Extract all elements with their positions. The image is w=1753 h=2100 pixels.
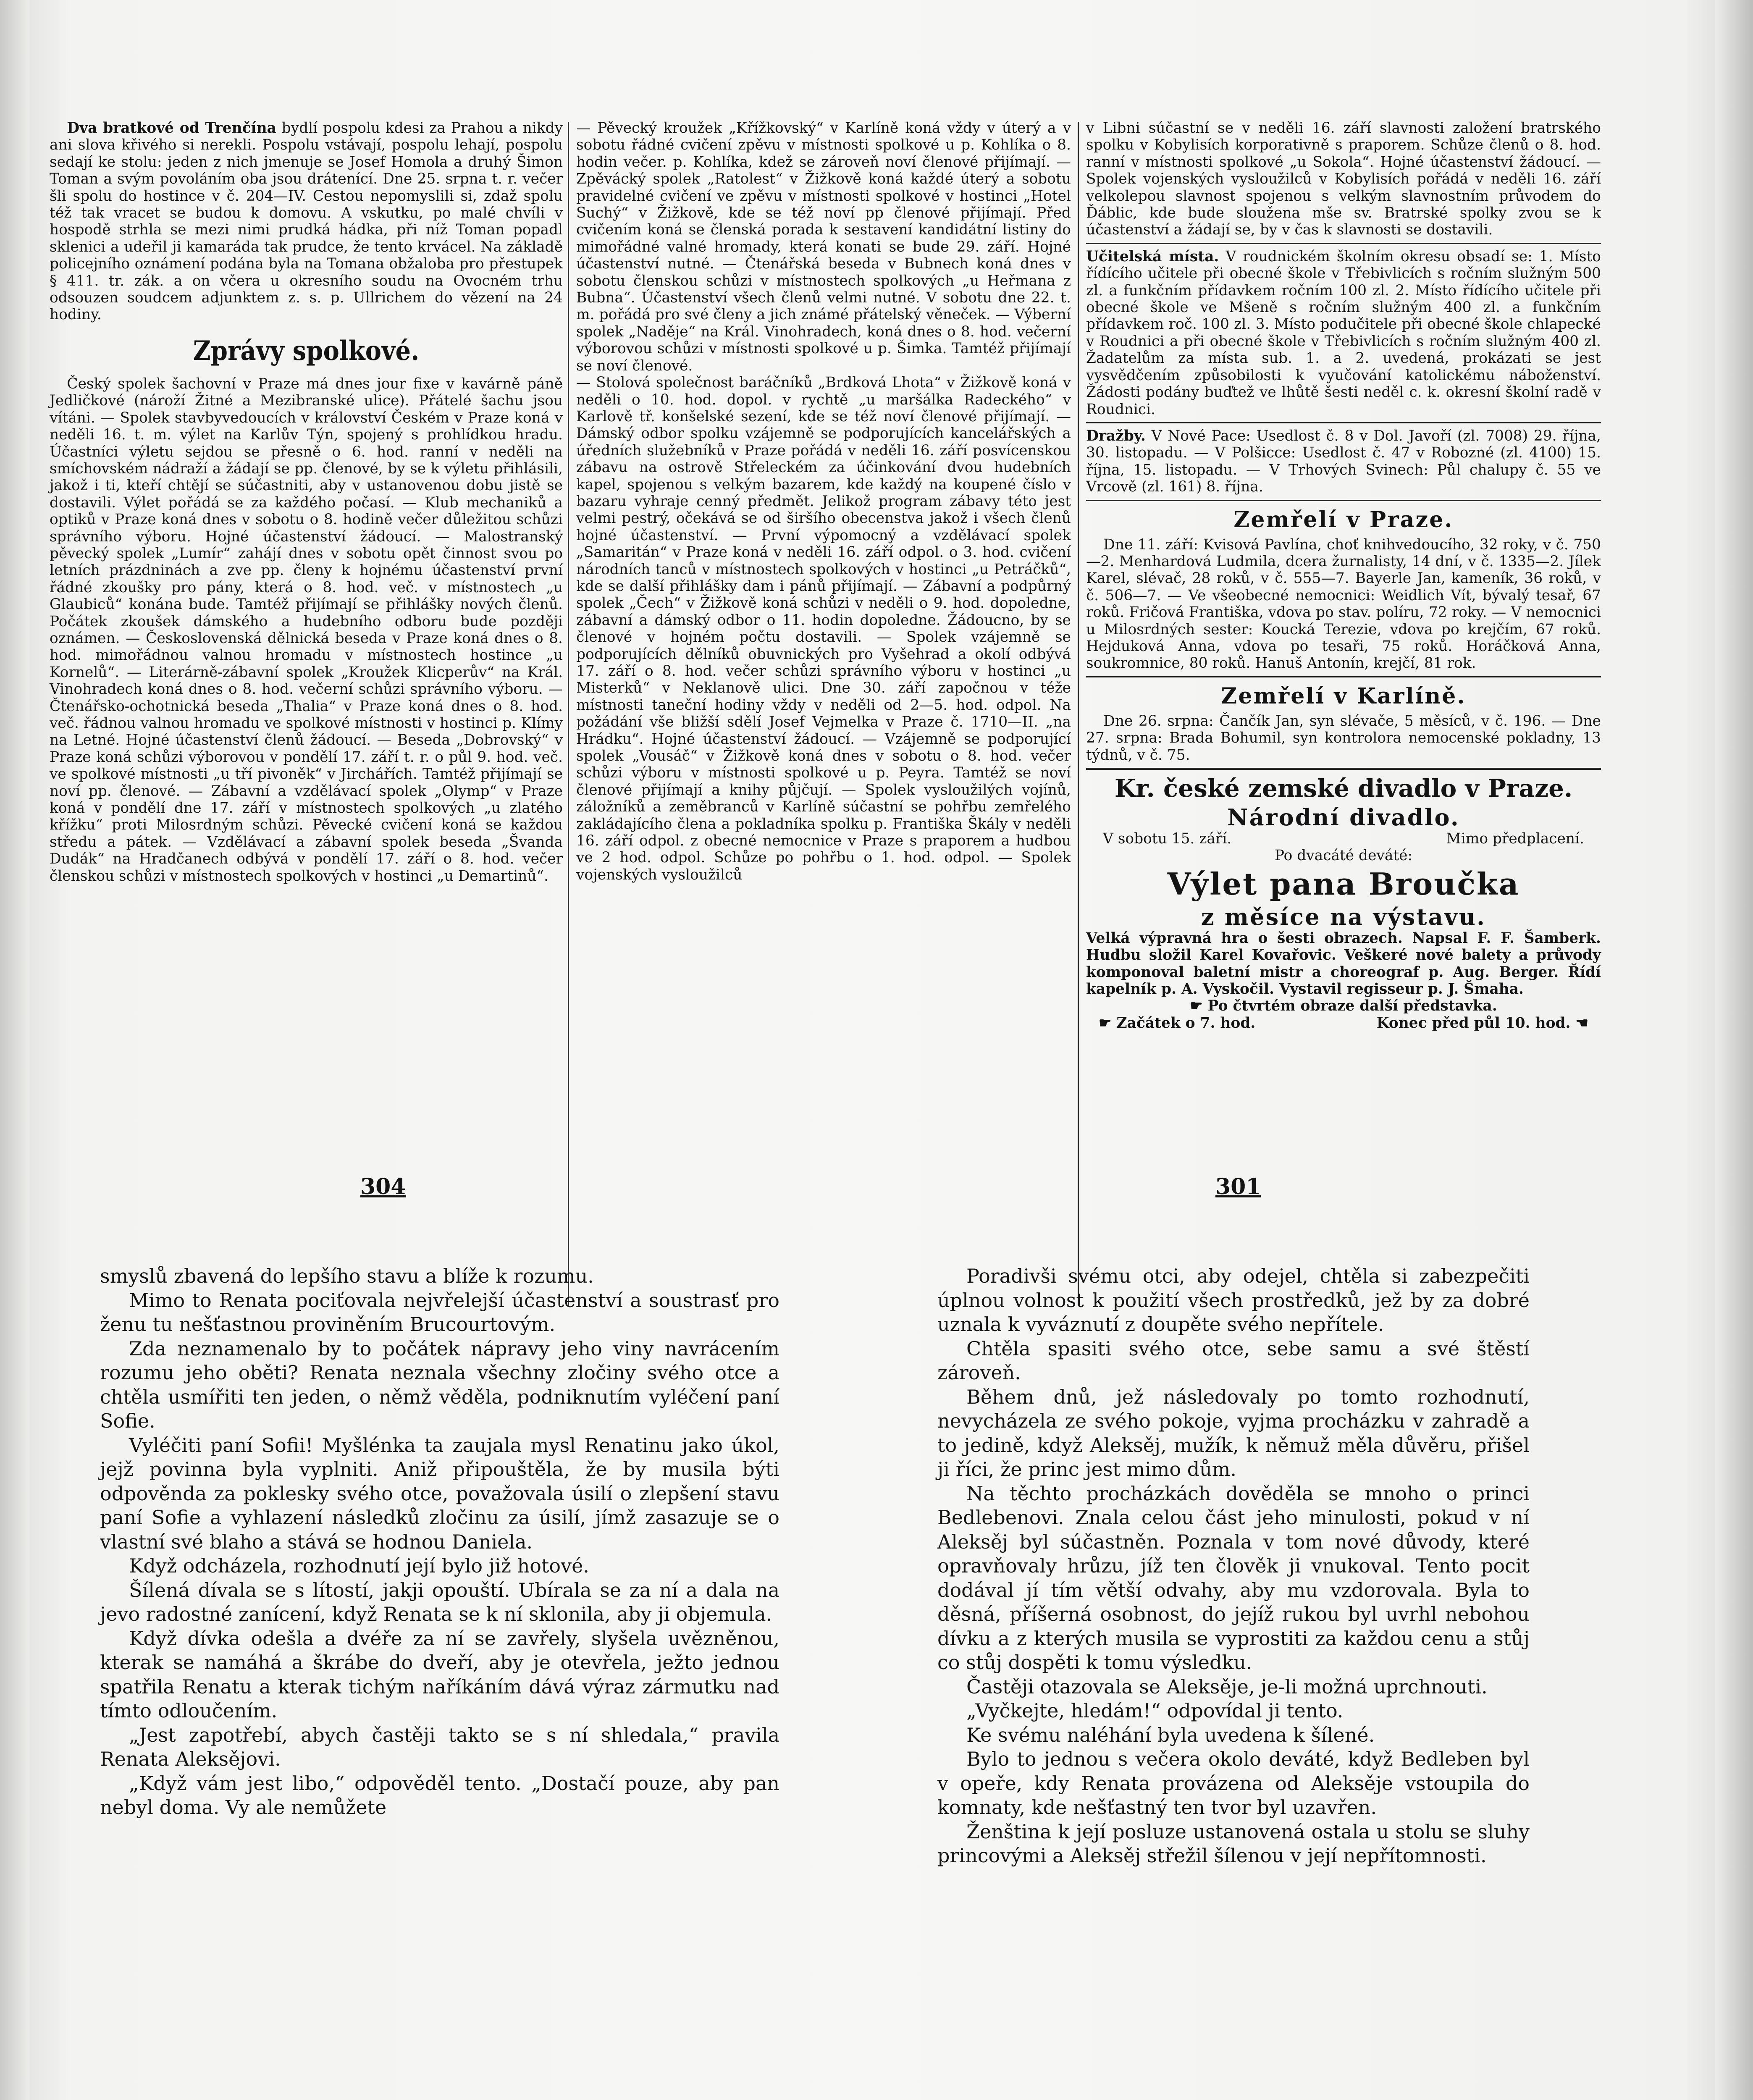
teachers-notice xyxy=(1086,248,1601,418)
lead-article-title: Dva bratkové od Trenčína xyxy=(67,120,276,136)
novel-paragraph: Na těchto procházkách dověděla se mnoho o princi Bedlebenovi. Znala celou část jeho minulosti, pokud v ní Aleksěj byl súčastněn. Poznala v tom nové důvody, které opravňovaly hrůzu, jíž ten člověk ji vnukoval. Tento pocit dodával jí tím větší odvahy, aby mu vzdorovala. Byla to děsná, příšerná osobnost, do jejíž rukou byl uvrhl nebohou dívku a z kterých musila se vyprostiti za každou cenu a stůj co stůj dospěti k tomu výsledku. xyxy=(937,1482,1530,1674)
newspaper-column-3 xyxy=(1086,120,1601,1032)
section-divider xyxy=(1086,500,1601,501)
novel-paragraph: Ke svému naléhání byla uvedena k šílené. xyxy=(966,1723,1375,1746)
theatre-date: V sobotu 15. září. xyxy=(1103,830,1232,847)
column-rule-1 xyxy=(568,122,569,1306)
pointing-hand-icon: ☛ xyxy=(1099,1014,1112,1032)
theatre-performance: Po dvacáté deváté: xyxy=(1274,847,1413,864)
novel-paragraph: Chtěla spasiti svého otce, sebe samu a své štěstí zároveň. xyxy=(937,1337,1530,1384)
theatre-play-subtitle: z měsíce na výstavu. xyxy=(1201,903,1486,930)
theatre-extra xyxy=(1086,998,1601,1014)
section-divider xyxy=(1086,676,1601,677)
novel-right-page xyxy=(937,1264,1530,1868)
section-divider xyxy=(1086,243,1601,244)
novel-left-page xyxy=(100,1264,779,1820)
club-news-paragraph: — Pěvecký kroužek „Křížkovský“ v Karlíně koná vždy v úterý a v sobotu řádné cvičení zpěvu v místnosti spolkové u p. Kohlíka o 8. hodin večer. p. Kohlíka, kdež se zároveň noví členové přijímají. — Zpěvácký spolek „Ratolest“ v Žižkově koná každé úterý a sobotu pravidelné cvičení ve zpěvu v místnosti spolkové v hostinci „Hotel Suchý“ v Žižkově, kde se též noví pp členové přijímají. Před cvičením koná se členská porada k sestavení kandidátní listiny do mimořádné valné hromady, která konati se bude 29. září. Hojné účastenství nutné. — Čtenářská beseda v Bubnech koná dnes v sobotu členskou schůzi v místnostech spolkových „u Heřmana z Bubna“. Účastenství všech členů velmi nutné. V sobotu dne 22. t. m. pořádá pro své členy a jich známé přátelský věneček. — Výberní spolek „Naděje“ na Král. Vinohradech, koná dnes o 8. hod. večerní výborovou schůzi v místnosti spolkové u p. Šimka. Tamtéž přijímají se noví členové. xyxy=(576,120,1071,374)
auctions-text: V Nové Pace: Usedlost č. 8 v Dol. Javoří (zl. 7008) 29. října, 30. listopadu. — V Polšicce: Usedlost č. 47 v Robozné (zl. 4100) 15. října, 15. listopadu. — V Trhových Svinech: Půl chalupy č. 55 ve Vrcově (zl. 161) 8. října. xyxy=(1086,427,1601,496)
lead-article xyxy=(50,120,563,323)
theatre-time-row xyxy=(1086,1015,1601,1032)
theatre-note: Mimo předplacení. xyxy=(1446,830,1584,847)
deaths-karlin-title: Zemřelí v Karlíně. xyxy=(1221,683,1466,709)
auctions-title: Dražby. xyxy=(1086,427,1146,444)
auctions-notice xyxy=(1086,428,1601,496)
club-news-continued: v Libni súčastní se v neděli 16. září slavnosti založení bratrského spolku v Kobylisích korporativně s praporem. Schůze členů o 8. hod. ranní v místnosti spolkové „u Sokola“. Hojné účastenství žádoucí. — Spolek vojenských vysloužilců v Kobylisích pořádá v neděli 16. září velkolepou slavnost spojenou s velkým slavnostním průvodem do Ďáblic, kde bude sloužena mše sv. Bratrské spolky zvou se k účastenství a žádají se, by v čas k slavnosti se dostavili. xyxy=(1086,120,1601,239)
club-news-paragraph: — Stolová společnost baráčníků „Brdková Lhota“ v Žižkově koná v neděli o 10. hod. dopol. v rychtě „u maršálka Radeckého“ v Karlově tř. konšelské sezení, kde se též noví členové přijímají. — Dámský odbor spolku vzájemně se podporujících kancelářských a úředních služebníků v Praze pořádá v neděli 16. září posvícenskou zábavu na ostrově Střeleckém za účinkování dvou hudebních kapel, spojenou s velkým bazarem, kde každý na koupené číslo v bazaru vyhraje cenný předmět. Jelikož program zábavy této jest velmi pestrý, očekává se od širšího obecenstva jakož i všech členů hojné účastenství. — První výpomocný a vzdělávací spolek „Samaritán“ v Praze koná v neděli 16. září odpol. o 3. hod. cvičení národních tanců v místnostech spolkových v hostinci „u Petráčků“, kde se další přihlášky dam i pánů přijímají. — Zábavní a podpůrný spolek „Čech“ v Žižkově koná schůzi v neděli o 9. hod. dopoledne, zábavní a dámský odbor o 11. hodin dopoledne. Žádoucno, by se členové v hojném počtu dostavili. — Spolek vzájemně se podporujících dělníků obuvnických pro Vyšehrad a okolí odbývá 17. září o 8. hod. večer schůzi správního výboru v hostinci „u Misterků“ v Neklanově ulici. Dne 30. září započnou v téže místnosti taneční hodiny vždy v neděli od 2—5. hod. odpol. Na požádání vše bližší sdělí Josef Vejmelka v Praze č. 1710—II. „na Hrádku“. Hojné účastenství žádoucí. — Vzájemně se podporující spolek „Vousáč“ v Žižkově koná dnes v sobotu o 8. hod. večer schůzi výboru v místnosti spolkové u p. Peyra. Tamtéž se noví členové přijímají a knihy půjčují. — Spolek vysloužilých vojínů, záložníků a zeměbranců v Karlíně súčastní se pohřbu zemřelého zakládajícího člena a pokladníka spolku p. Františka Škály v neděli 16. září odpol. z obecné nemocnice v Praze s praporem a hudbou ve 2 hod. odpol. Schůze po pohřbu o 1. hod. odpol. — Spolek vojenských vysloužilců xyxy=(576,374,1071,883)
deaths-karlin-text: Dne 26. srpna: Čančík Jan, syn slévače, 5 měsíců, v č. 196. — Dne 27. srpna: Brada Bohumil, syn kontrolora nemocenské pokladny, 13 týdnů, v č. 75. xyxy=(1086,712,1601,764)
novel-paragraph: smyslů zbavená do lepšího stavu a blíže k rozumu. xyxy=(100,1265,594,1287)
novel-paragraph: Poradivši svému otci, aby odejel, chtěla si zabezpečiti úplnou volnost k použití všech prostředků, jež by za dobré uznala k vyváznutí z doupěte svého nepřítele. xyxy=(937,1265,1530,1336)
novel-paragraph: Když dívka odešla a dvéře za ní se zavřely, slyšela uvězněnou, kterak se namáhá a škrábe do dveří, aby je otevřela, ježto jednou spatřila Renatu a kterak tichým naříkáním dává výraz zármutku nad tímto odloučením. xyxy=(100,1627,779,1722)
right-page-number: 301 xyxy=(1215,1174,1261,1200)
section-divider xyxy=(1086,768,1601,770)
novel-paragraph: „Jest zapotřebí, abych častěji takto se s ní shledala,“ pravila Renata Aleksějovi. xyxy=(100,1723,779,1770)
teachers-text: V roudnickém školním okresu obsadí se: 1. Místo řídícího učitele při obecné škole v Třebivlicích s ročním služným 500 zl. a funkčním přídavkem ročním 100 zl. 2. Místo řídícího učitele při obecné škole ve Mšeně s ročním služným 400 zl. a funkčním přídavkem roč. 100 zl. 3. Místo podučitele při obecné škole chlapecké v Roudnici a při obecné škole v Třebivlicích s ročním služným 400 zl. Žadatelům za místa sub. 1. a 2. uvedená, prokázati se jest vysvědčením způsobilosti k vyučování katolickému náboženství. Žádosti podány buďtež ve lhůtě šesti neděl c. k. okresní školní radě v Roudnici. xyxy=(1086,248,1601,418)
novel-paragraph: Ženština k její posluze ustanovená ostala u stolu se sluhy princovými a Aleksěj střežil šílenou v její nepřítomnosti. xyxy=(937,1820,1530,1867)
deaths-prague-title: Zemřelí v Praze. xyxy=(1233,507,1454,533)
novel-paragraph: Vyléčiti paní Sofii! Myšlénka ta zaujala mysl Renatinu jako úkol, jejž povinna byla vyplniti. Aniž připouštěla, že by musila býti odpověnda za poklesky svého otce, považovala úsilí o zlepšení stavu paní Sofie a vyhlazení následků zločinu za úsilí, jímž zasazuje se o vlastní své blaho a stává se hodnou Daniela. xyxy=(100,1433,779,1553)
column-rule-2 xyxy=(1078,122,1079,1306)
section-title-spolkove: Zprávy spolkové. xyxy=(193,335,420,367)
theatre-subtitle: Národní divadlo. xyxy=(1227,804,1460,831)
novel-paragraph: Šílená dívala se s lítostí, jakji opouští. Ubírala se za ní a dala na jevo radostné zanícení, když Renata se k ní sklonila, aby ji objemula. xyxy=(100,1578,779,1625)
theatre-start: Začátek o 7. hod. xyxy=(1116,1014,1256,1032)
section-divider xyxy=(1086,422,1601,423)
theatre-date-row xyxy=(1086,830,1601,847)
deaths-prague-text: Dne 11. září: Kvisová Pavlína, choť knihvedoucího, 32 roky, v č. 750—2. Menhardová Ludmila, dcera žurnalisty, 14 dní, v č. 1335—2. Jílek Karel, slévač, 28 roků, v č. 555—7. Bayerle Jan, kameník, 36 roků, v č. 506—7. — Ve všeobecné nemocnici: Weidlich Vít, bývalý tesař, 67 roků. Fričová Františka, vdova po stav. políru, 72 roky. — V nemocnici u Milosrdných sester: Koucká Terezie, vdova po krejčím, 67 roků. Hejduková Anna, vdova po tesaři, 75 roků. Horáčková Anna, soukromnice, 80 roků. Hanuš Antonín, krejčí, 81 rok. xyxy=(1086,536,1601,672)
theatre-title: Kr. české zemské divadlo v Praze. xyxy=(1114,774,1573,803)
newspaper-column-2 xyxy=(576,120,1071,883)
pointing-hand-icon: ☛ xyxy=(1190,998,1203,1015)
theatre-extra-text: Po čtvrtém obraze další představka. xyxy=(1207,998,1497,1015)
theatre-description: Velká výpravná hra o šesti obrazech. Napsal F. F. Šamberk. Hudbu složil Karel Kovařovic. Veškeré nové balety a průvody komponoval baletní mistr a choreograf p. Aug. Berger. Řídí kapelník p. A. Vyskočil. Vystavil regisseur p. J. Šmaha. xyxy=(1086,929,1601,998)
novel-paragraph: Během dnů, jež následovaly po tomto rozhodnutí, nevycházela ze svého pokoje, vyjma procházku v zahradě a to jedině, když Aleksěj, mužík, k němuž měla důvěru, přišel ji říci, že princ jest mimo dům. xyxy=(937,1385,1530,1480)
newspaper-column-1 xyxy=(50,120,563,885)
novel-paragraph: „Když vám jest libo,“ odpověděl tento. „Dostačí pouze, aby pan nebyl doma. Vy ale nemůžete xyxy=(100,1772,779,1819)
novel-paragraph: Když odcházela, rozhodnutí její bylo již hotové. xyxy=(129,1554,589,1577)
novel-paragraph: Bylo to jednou s večera okolo deváté, když Bedleben byl v opeře, kdy Renata provázena od Aleksěje vstoupila do komnaty, kde nešťastný ten tvor byl uzavřen. xyxy=(937,1748,1530,1819)
left-page-number: 304 xyxy=(360,1174,406,1200)
novel-paragraph: „Vyčkejte, hledám!“ odpovídal ji tento. xyxy=(966,1699,1344,1722)
pointing-hand-icon: ☚ xyxy=(1575,1014,1588,1032)
club-news-paragraph: Český spolek šachovní v Praze má dnes jour fixe v kavárně páně Jedličkové (nároží Žitné a Mezibranské ulice). Přátelé šachu jsou vítáni. — Spolek stavbyvedoucích v království Českém v Praze koná v neděli 16. t. m. výlet na Karlův Týn, spojený s prohlídkou hradu. Účastníci výletu sejdou se přesně o 6. hod. ranní v neděli na smíchovském nádraží a žádají se pp. členové, by se k výletu přihlásili, jakož i ti, kteří chtějí se súčastniti, aby v ustanovenou dobu jistě se dostavili. Výlet pořádá se za každého počasí. — Klub mechaniků a optiků v Praze koná dnes v sobotu o 8. hodině večer důležitou schůzi správního výboru. Hojné účastenství žádoucí. — Malostranský pěvecký spolek „Lumír“ zahájí dnes v sobotu opět činnost svou po letních prázdninách a zve pp. členy k hojnému účastenství první řádné zkoušky pro pány, která o 8. hod. več. v místnostech „u Glaubiců“ konána bude. Tamtéž přijímají se přihlášky nových členů. Počátek zkoušek dámského a hudebního odboru bude později oznámen. — Československá dělnická beseda v Praze koná dnes o 8. hod. mimořádnou valnou hromadu v místnostech hostince „u Kornelů“. — Literárně-zábavní spolek „Kroužek Klicperův“ na Král. Vinohradech koná dnes o 8. hod. večerní schůzi správního výboru. —Čtenářsko-ochotnická beseda „Thalia“ v Praze koná dnes o 8. hod. več. řádnou valnou hromadu ve spolkové místnosti v hostinci p. Klímy na Letné. Hojné účastenství členů žádoucí. — Beseda „Dobrovský“ v Praze koná schůzi výborovou v pondělí 17. září t. r. o půl 9. hod. več. ve spolkové místnosti „u tří pivoněk“ v Jirchářích. Tamtéž přijímají se noví pp. členové. — Zábavní a vzdělávací spolek „Olymp“ v Praze koná v pondělí dne 17. září v místnostech spolkových „u zlatého křížku“ proti Milosrdným schůzi. Pěvecké cvičení koná se každou středu a pátek. — Vzdělávací a zábavní spolek beseda „Švanda Dudák“ na Hradčanech odbývá v pondělí 17. září o 8. hod. večer členskou schůzi v místnostech spolkových v hostinci „u Demartinů“. xyxy=(50,375,563,885)
scan-edge-left xyxy=(0,0,29,2100)
theatre-play-title: Výlet pana Broučka xyxy=(1167,866,1520,902)
novel-paragraph: Častěji otazovala se Aleksěje, je-li možná uprchnouti. xyxy=(966,1675,1488,1698)
theatre-end: Konec před půl 10. hod. xyxy=(1376,1014,1571,1032)
novel-paragraph: Zda neznamenalo by to počátek nápravy jeho viny navrácením rozumu jeho oběti? Renata neznala všechny zločiny svého otce a chtěla usmířiti ten jeden, o němž věděla, podniknutím vyléčení paní Sofie. xyxy=(100,1337,779,1432)
scan-edge-right xyxy=(1715,0,1753,2100)
lead-article-text: bydlí pospolu kdesi za Prahou a nikdy ani slova křivého si nerekli. Pospolu vstávají, pospolu lehají, pospolu sedají ke stolu: jeden z nich jmenuje se Josef Homola a druhý Šimon Toman a svým povoláním oba jsou drátenící. Dne 25. srpna t. r. večer šli spolu do hostince v č. 204—IV. Cestou nepomyslili si, zdaž spolu též tak vracet se budou k domovu. A vskutku, po malé chvíli v hospodě strhla se mezi nimi prudká hádka, při níž Toman popadl sklenici a udeřil ji kamaráda tak prudce, že tento krvácel. Na základě policejního oznámení podána byla na Tomana obžaloba pro přestupek § 411. tr. zák. a on včera u okresního soudu na Ovocném trhu odsouzen soudcem adjunktem z. s. p. Ullrichem do vězení na 24 hodiny. xyxy=(50,120,563,323)
teachers-title: Učitelská místa. xyxy=(1086,248,1219,265)
novel-paragraph: Mimo to Renata pociťovala nejvřelejší účastenství a soustrasť pro ženu tu nešťastnou proviněním Brucourtovým. xyxy=(100,1289,779,1336)
